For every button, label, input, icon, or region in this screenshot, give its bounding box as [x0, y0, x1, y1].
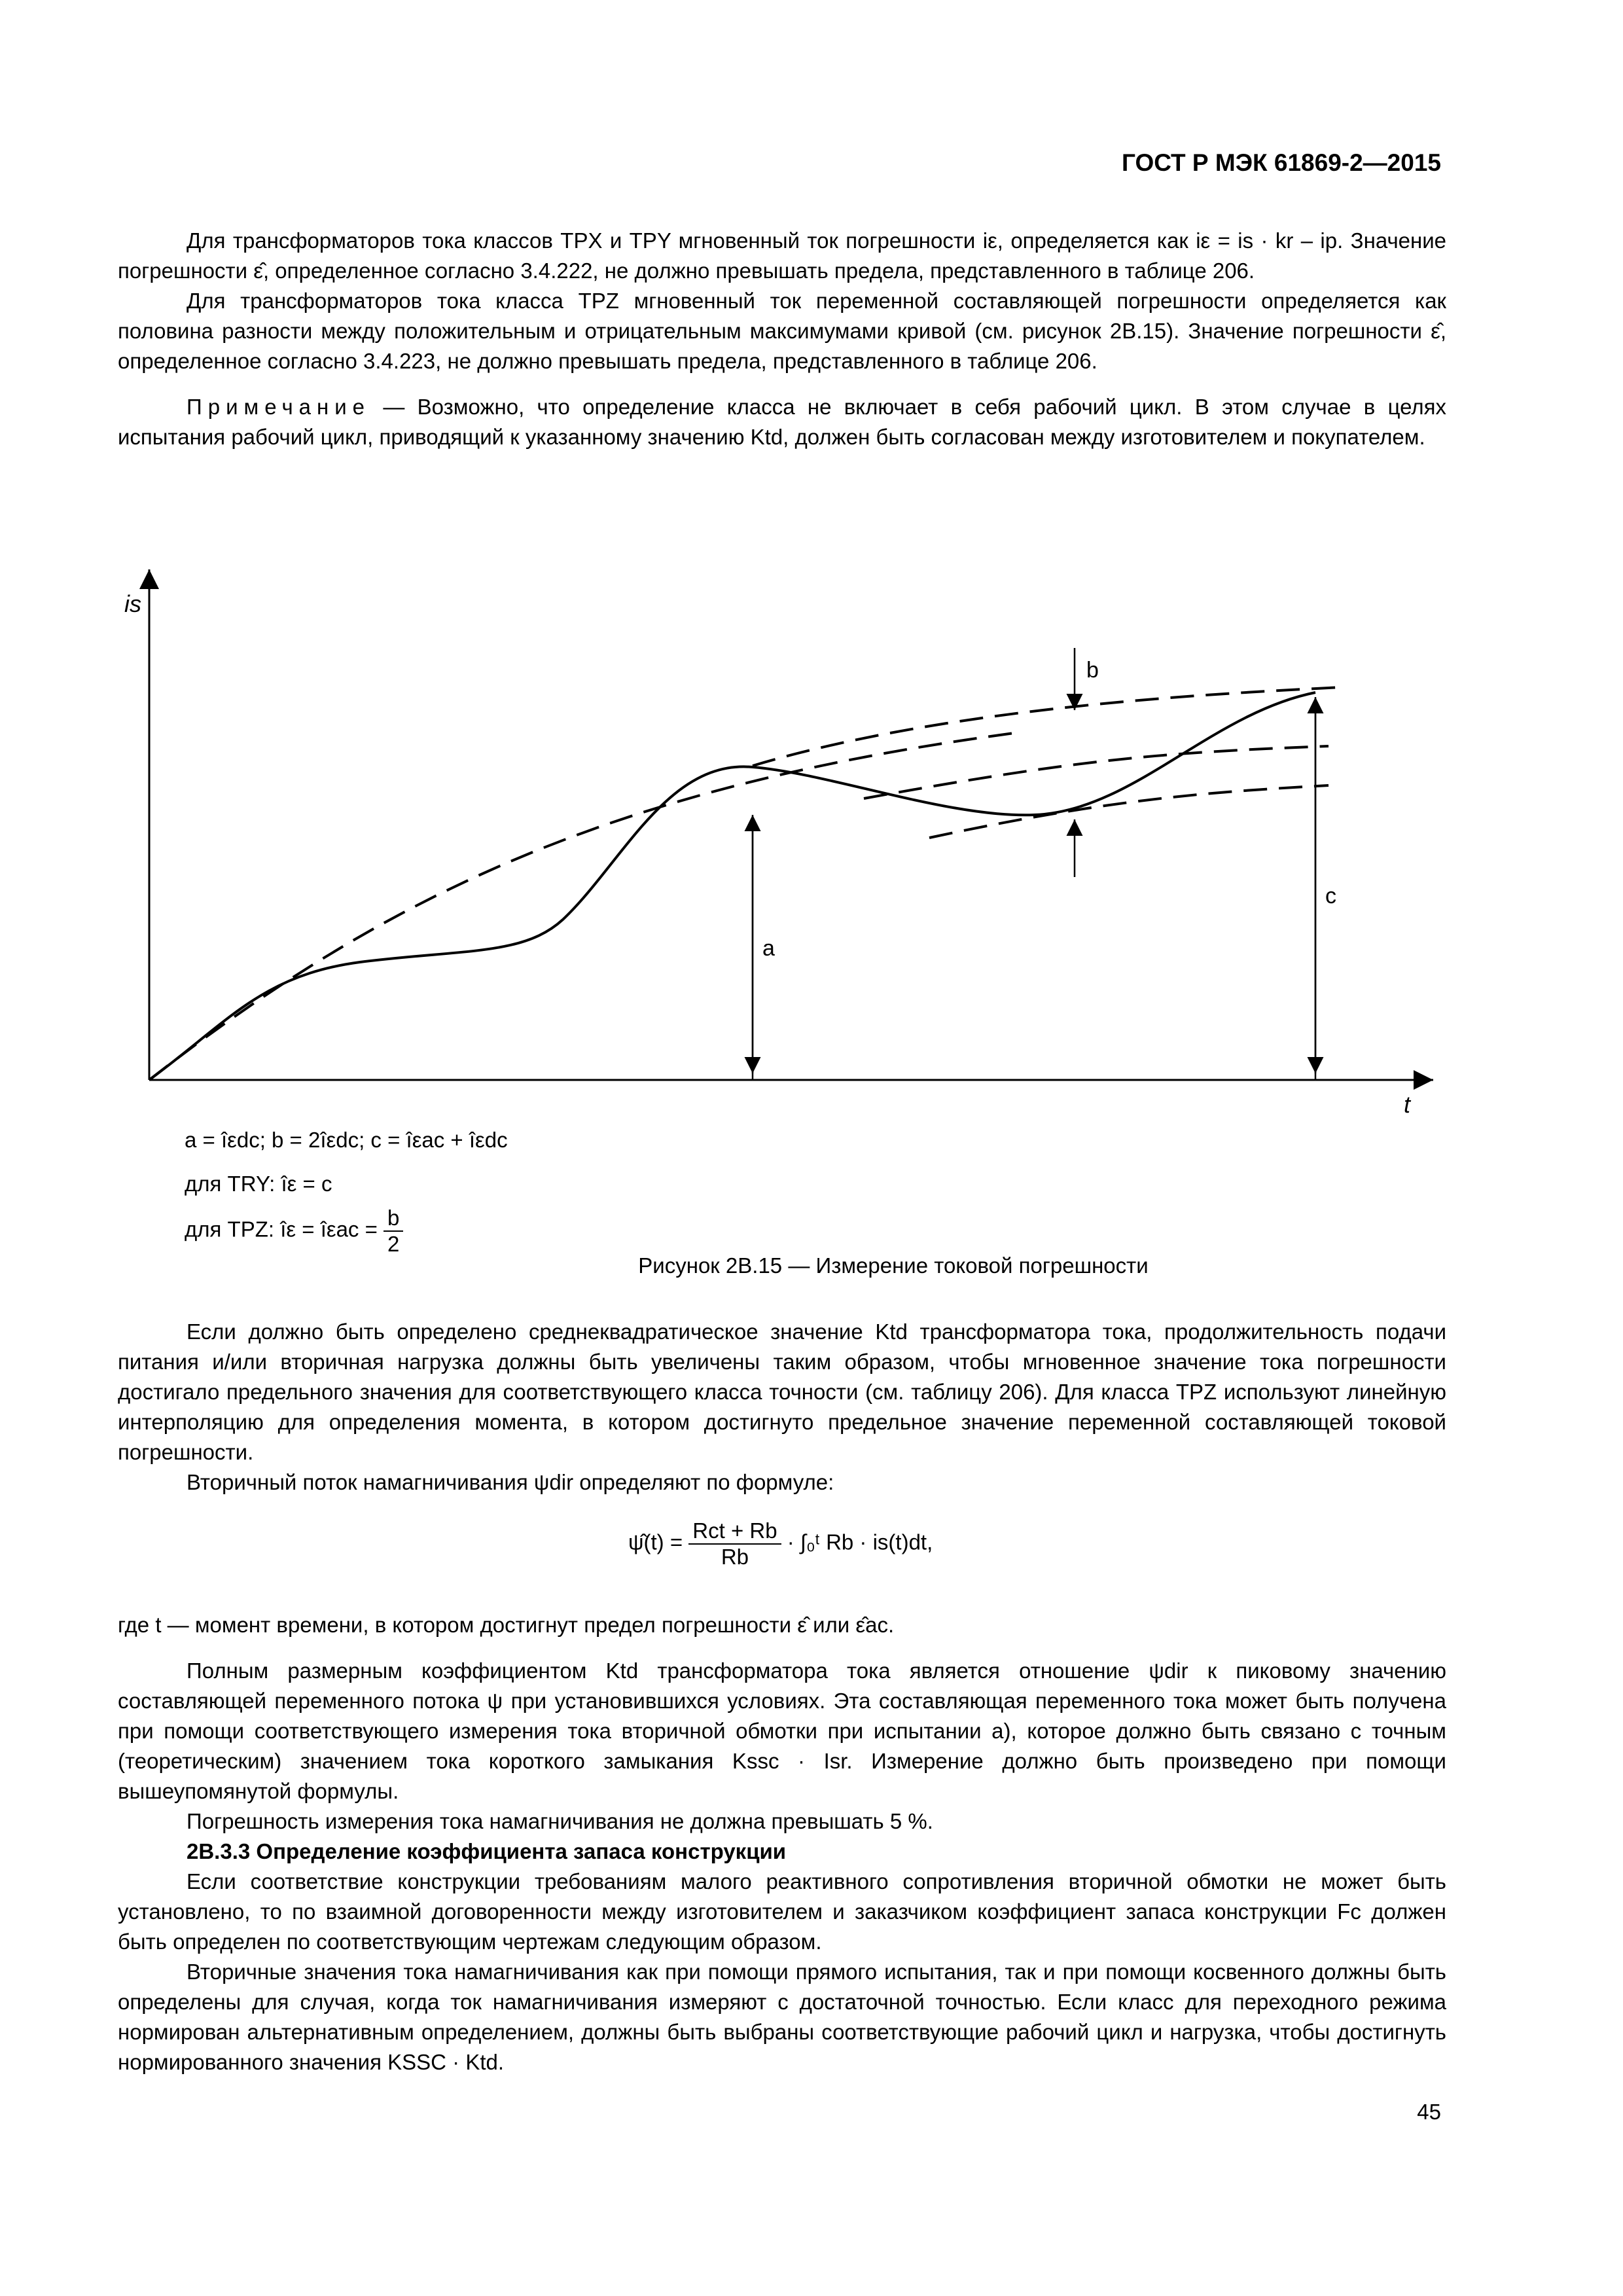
lower-envelope-curve — [149, 733, 1014, 1080]
page-number: 45 — [1417, 2100, 1441, 2124]
flux-formula: ψ̂(t) = $\frac{\text{Rct + Rb}}{Rb}$ · ∫₀ᵗ Rb · is(t)dt, — [628, 1518, 933, 1569]
paragraph: Для трансформаторов тока класса TPZ мгновенный ток переменной составляющей погрешности определяется как половина разности между положительным и отрицательным максимумами кривой (см. рисунок 2В.15). Значение погрешности ε̂, определенное согласно 3.4.223, не должно превышать предела, представленного в таблице 206. — [118, 289, 1446, 373]
figure-caption: Рисунок 2В.15 — Измерение токовой погрешности — [638, 1253, 1149, 1278]
label-c: c — [1325, 884, 1336, 908]
note-paragraph — [118, 392, 1446, 452]
intro-text-block — [118, 226, 1446, 452]
fraction: $\frac{b}{2}$ — [383, 1206, 403, 1257]
y-axis-label: is — [124, 590, 141, 617]
paragraph: Если должно быть определено среднеквадратическое значение Ktd трансформатора тока, продолжительность подачи питания и/или вторичная нагрузка должны быть увеличены таким образом, чтобы мгновенное значение тока погрешности достигало предельного значения для соответствующего класса точности (см. таблицу 206). Для класса TPZ используют линейную интерполяцию для определения момента, в котором достигнуто предельное значение переменной составляющей токовой погрешности. — [118, 1319, 1446, 1464]
upper-envelope-curve — [753, 687, 1342, 766]
paragraph: Полным размерным коэффициентом Ktd трансформатора тока является отношение ψdir к пиковому значению составляющей переменного потока ψ при установившихся условиях. Эта составляющая переменного тока может быть получена при помощи соответствующего измерения тока вторичной обмотки при испытании а), которое должно быть связано с точным (теоретическим) значением тока короткого замыкания Kssc · Isr. Измерение должно быть произведено при помощи вышеупомянутой формулы. — [118, 1659, 1446, 1803]
note-text: — Возможно, что определение класса не включает в себя рабочий цикл. В этом случае в целях испытания рабочий цикл, приводящий к указанному значению Ktd, должен быть согласован между изготовителем и покупателем. — [118, 395, 1446, 449]
figure-legend-line: a = îεdc; b = 2îεdc; c = îεac + îεdc — [185, 1128, 508, 1152]
where-line: где t — момент времени, в котором достигнут предел погрешности ε̂ или ε̂ac. — [118, 1613, 895, 1637]
paragraph: Погрешность измерения тока намагничивания не должна превышать 5 %. — [187, 1809, 933, 1833]
paragraph: Вторичные значения тока намагничивания как при помощи прямого испытания, так и при помощи косвенного должны быть определены для случая, когда ток намагничивания измеряют с достаточной точностью. Если класс для переходного режима нормирован альтернативным определением, должны быть выбраны соответствующие рабочий цикл и нагрузка, чтобы достигнуть нормированного значения KSSC · Ktd. — [118, 1960, 1446, 2074]
paragraph: Вторичный поток намагничивания ψdir определяют по формуле: — [187, 1470, 834, 1494]
error-current-figure — [98, 563, 1440, 1139]
label-b: b — [1086, 658, 1099, 683]
formula-fraction: $\frac{\text{Rct + Rb}}{Rb}$ — [688, 1518, 781, 1570]
bottom-text-block — [118, 1656, 1446, 2077]
paragraph: Для трансформаторов тока классов TPX и TPY мгновенный ток погрешности iε, определяется как iε = is · kr – ip. Значение погрешности ε̂, определенное согласно 3.4.222, не должно превышать предела, представленного в таблице 206. — [118, 228, 1446, 283]
paragraph: Если соответствие конструкции требованиям малого реактивного сопротивления вторичной обмотки не может быть установлено, то по взаимной договоренности между изготовителем и заказчиком коэффициент запаса конструкции Fc должен быть определен по соответствующим чертежам следующим образом. — [118, 1869, 1446, 1954]
x-axis-label: t — [1404, 1091, 1411, 1118]
label-a: a — [762, 936, 775, 961]
note-label: Примечание — [187, 395, 371, 419]
secondary-current-curve — [149, 692, 1315, 1080]
figure-legend-line: для TRY: îε = c — [185, 1172, 332, 1196]
figure-legend-line: для TPZ: îε = îεac = $\frac{b}{2}$ — [185, 1206, 403, 1257]
standard-header: ГОСТ Р МЭК 61869-2—2015 — [1121, 149, 1441, 176]
middle-text-block — [118, 1317, 1446, 1498]
section-heading: 2В.3.3 Определение коэффициента запаса конструкции — [187, 1839, 787, 1863]
